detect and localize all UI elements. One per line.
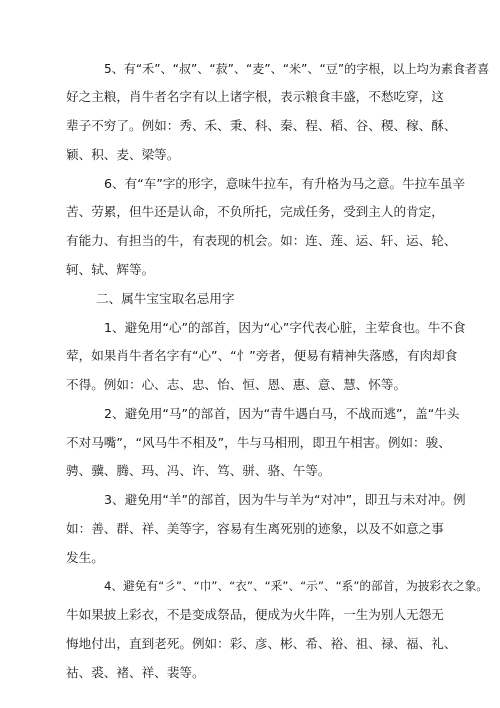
paragraph-6-line-3: 有能力、有担当的牛，有表现的机会。如：连、莲、运、轩、运、轮、 [66, 233, 457, 248]
rule-4-line-4: 祜、裘、褚、祥、裴等。 [66, 665, 205, 680]
rule-4-line-3: 悔地付出，直到老死。例如：彩、彦、彬、希、裕、祖、禄、福、礼、 [66, 636, 457, 651]
rule-2-line-3: 骋、骥、腾、玛、冯、许、笃、骈、骆、午等。 [66, 463, 331, 478]
rule-1-line-2: 荤，如果肖牛者名字有“心”、“忄”旁者，便易有精神失落感，有肉却食 [66, 348, 458, 363]
paragraph-5-line-3: 辈子不穷了。例如：秀、禾、秉、科、秦、程、稻、谷、稷、稼、酥、 [66, 118, 457, 133]
rule-1-line-3: 不得。例如：心、志、忠、怡、恒、恩、惠、意、慧、怀等。 [66, 377, 407, 392]
rule-1-line-1: 1、避免用“心”的部首，因为“心”字代表心脏，主荤食也。牛不食 [104, 320, 466, 335]
paragraph-5-line-2: 好之主粮，肖牛者名字有以上诸字根，表示粮食丰盛，不愁吃穿，这 [66, 89, 444, 104]
rule-3-line-1: 3、避免用“羊”的部首，因为牛与羊为“对冲”，即丑与未对冲。例 [104, 492, 466, 507]
paragraph-6-line-2: 苦、劳累，但牛还是认命，不负所托，完成任务，受到主人的肯定， [66, 204, 444, 219]
paragraph-5-line-4: 颖、积、麦、梁等。 [66, 147, 180, 162]
rule-2-line-2: 不对马嘴”，“风马牛不相及”，牛与马相刑，即丑午相害。例如：骏、 [66, 435, 451, 450]
paragraph-6-line-1: 6、有“车”字的形字，意味牛拉车，有升格为马之意。牛拉车虽辛 [104, 176, 466, 191]
rule-2-line-1: 2、避免用“马”的部首，因为“青牛遇白马，不战而逃”，盖“牛头 [104, 406, 460, 421]
paragraph-5-line-1: 5、有“禾”、“叔”、“菽”、“麦”、“米”、“豆”的字根，以上均为素食者喜 [104, 62, 490, 76]
paragraph-6-line-4: 轲、轼、辉等。 [66, 262, 155, 277]
section-heading: 二、属牛宝宝取名忌用字 [96, 291, 235, 306]
rule-3-line-2: 如：善、群、祥、美等字，容易有生离死别的迹象，以及不如意之事 [66, 521, 444, 536]
rule-4-line-2: 牛如果披上彩衣，不是变成祭品，便成为火牛阵，一生为别人无怨无 [66, 607, 444, 622]
rule-4-line-1: 4、避免有“彡”、“巾”、“衣”、“釆”、“示”、“系”的部首，为披彩衣之象。 [104, 579, 488, 593]
rule-3-line-3: 发生。 [66, 550, 104, 565]
